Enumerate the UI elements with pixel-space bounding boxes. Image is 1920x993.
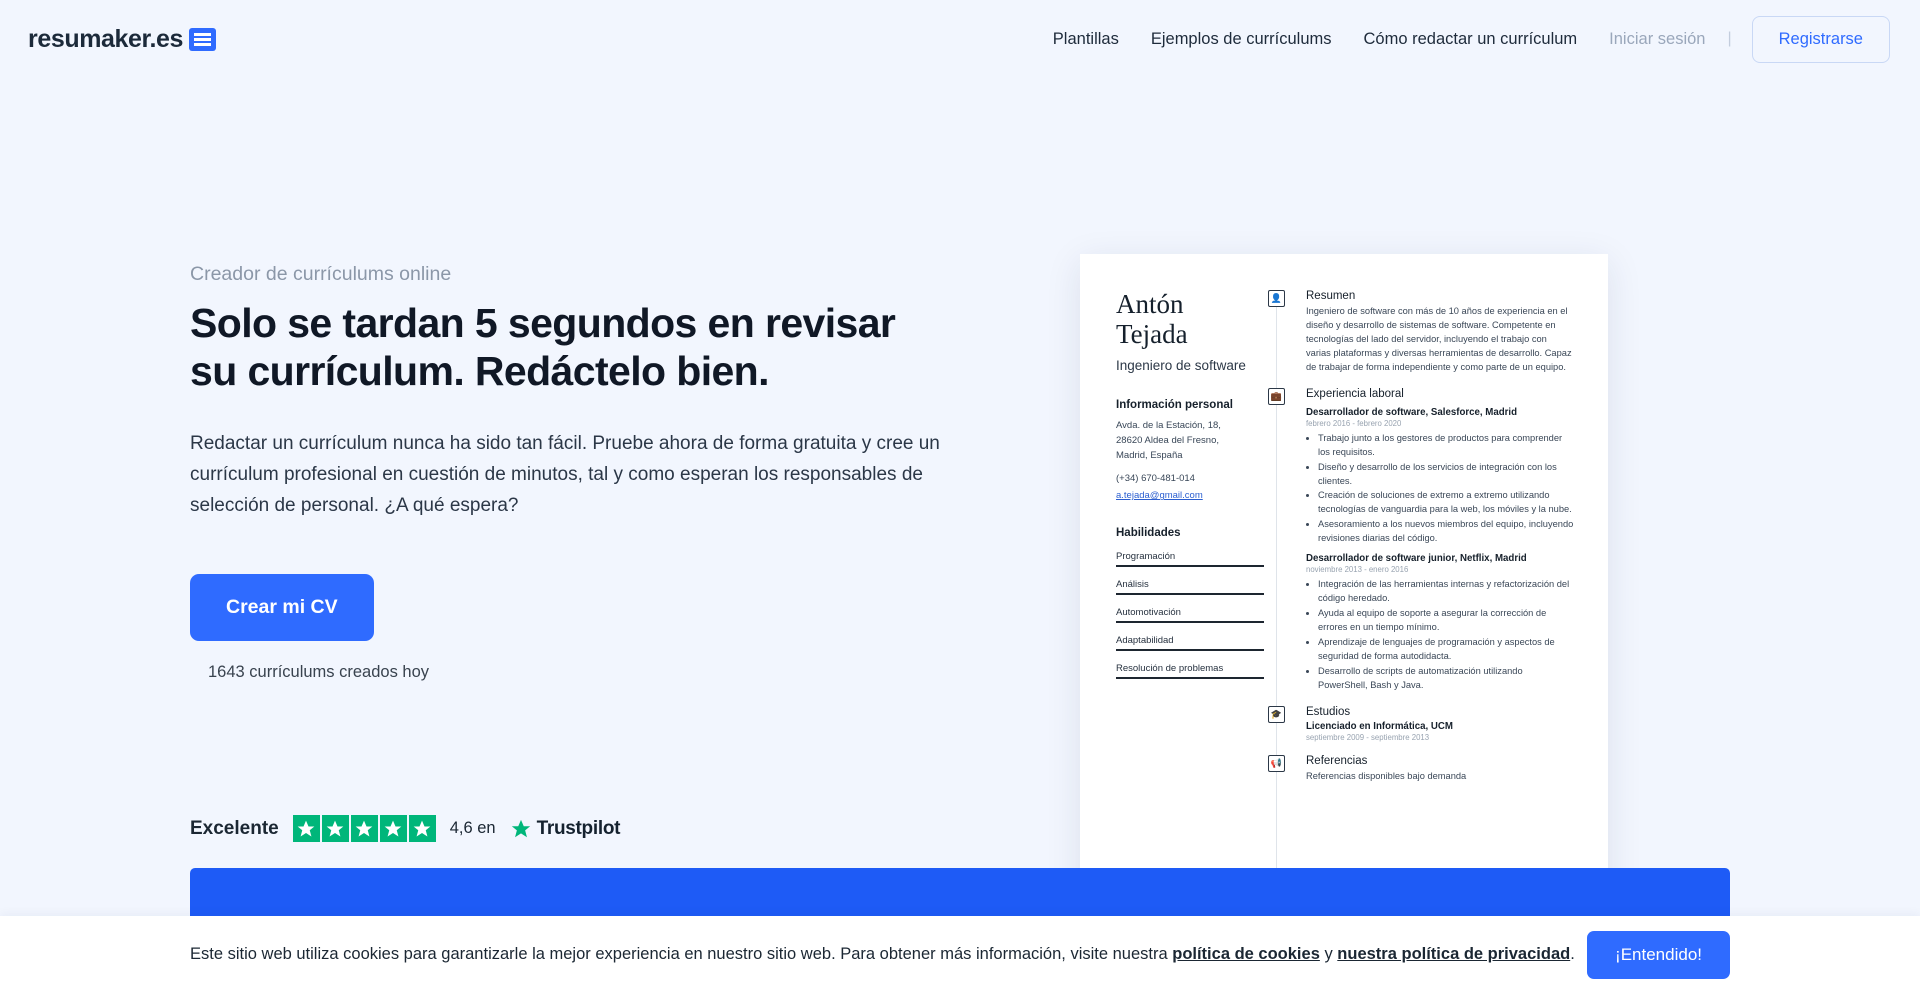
- hero-copy: [190, 263, 990, 682]
- star-icon: [322, 815, 349, 842]
- cookie-text-before: Este sitio web utiliza cookies para garantizarle la mejor experiencia en nuestro sitio web. Para obtener más información, visite nuestra: [190, 945, 1173, 963]
- trustpilot-star-icon: [510, 818, 532, 840]
- cookie-text: [190, 945, 1575, 964]
- privacy-policy-link[interactable]: nuestra política de privacidad: [1337, 945, 1571, 963]
- hero-subtitle: Redactar un currículum nunca ha sido tan fácil. Pruebe ahora de forma gratuita y cree un currículum profesional en cuestión de minutos, tal y como esperan los responsables de selección de personal. ¿A qué espera?: [190, 432, 940, 516]
- resume-references-title: Referencias: [1306, 754, 1368, 767]
- resume-job-bullet: • Trabajo junto a los gestores de productos para comprender los requisitos.: [1318, 432, 1574, 460]
- megaphone-icon: 📢: [1268, 755, 1285, 772]
- cookie-policy-link[interactable]: política de cookies: [1172, 945, 1320, 963]
- resume-education-title: Estudios: [1306, 705, 1351, 718]
- resume-preview[interactable]: [1080, 254, 1608, 944]
- resume-job-dates: noviembre 2013 - enero 2016: [1306, 565, 1409, 575]
- skill-bar: [1116, 621, 1264, 623]
- resume-right-column: [1270, 290, 1574, 944]
- star-icon: [380, 815, 407, 842]
- trustpilot-stars: [293, 815, 436, 842]
- trustpilot-widget[interactable]: [190, 815, 620, 842]
- resume-personal-info-title: Información personal: [1116, 399, 1233, 412]
- resume-references-text: Referencias disponibles bajo demanda: [1306, 770, 1467, 781]
- resume-experience-block: [1270, 387, 1574, 693]
- resume-address-line-3: Madrid, España: [1116, 449, 1183, 461]
- resume-skills-title: Habilidades: [1116, 527, 1181, 540]
- document-icon: [189, 28, 216, 51]
- trustpilot-logo[interactable]: [510, 818, 621, 840]
- resume-skill: Resolución de problemas: [1116, 663, 1224, 675]
- resume-skill: Análisis: [1116, 579, 1149, 591]
- resume-job-bullet: • Desarrollo de scripts de automatización utilizando PowerShell, Bash y Java.: [1318, 665, 1574, 693]
- resume-job-title: Desarrollador de software junior, Netflix, Madrid: [1306, 553, 1527, 565]
- resume-education-dates: septiembre 2009 - septiembre 2013: [1306, 732, 1430, 742]
- resume-references-block: [1270, 754, 1574, 784]
- resume-job-bullets: [1318, 432, 1574, 547]
- resume-address-line-1: Avda. de la Estación, 18,: [1116, 420, 1221, 432]
- person-icon: 👤: [1268, 290, 1285, 307]
- resume-divider: [1276, 292, 1277, 902]
- resume-job-bullet: • Integración de las herramientas internas y refactorización del código heredado.: [1318, 578, 1574, 606]
- trustpilot-brand: Trustpilot: [536, 817, 621, 839]
- nav-separator: |: [1727, 30, 1732, 47]
- resume-skill: Adaptabilidad: [1116, 635, 1174, 647]
- skill-bar: [1116, 565, 1264, 567]
- resume-education-degree: Licenciado en Informática, UCM: [1306, 720, 1453, 732]
- resume-first-name: Antón: [1116, 289, 1184, 319]
- main-nav: [1037, 16, 1920, 63]
- star-icon: [351, 815, 378, 842]
- resume-job-bullet: • Asesoramiento a los nuevos miembros del equipo, incluyendo revisiones diarias del código.: [1318, 518, 1574, 546]
- skill-bar: [1116, 593, 1264, 595]
- page-title: Solo se tardan 5 segundos en revisar su currículum. Redáctelo bien.: [190, 300, 896, 394]
- resume-email[interactable]: a.tejada@gmail.com: [1116, 490, 1203, 502]
- resume-job-bullet: • Diseño y desarrollo de los servicios de integración con los clientes.: [1318, 461, 1574, 489]
- resume-job-bullets: [1318, 578, 1574, 693]
- trustpilot-score: 4,6 en: [449, 819, 496, 837]
- resume-education-block: [1270, 705, 1574, 742]
- resume-last-name: Tejada: [1116, 318, 1188, 349]
- resume-summary-block: [1270, 290, 1574, 375]
- nav-item-ejemplos[interactable]: Ejemplos de currículums: [1150, 29, 1332, 48]
- resume-experience-title: Experiencia laboral: [1306, 387, 1404, 400]
- briefcase-icon: 💼: [1268, 388, 1285, 405]
- cookie-banner: [0, 916, 1920, 993]
- cookie-text-after: .: [1570, 945, 1575, 963]
- cookie-text-mid: y: [1319, 945, 1338, 963]
- resume-left-column: [1116, 290, 1264, 944]
- cta-note: 1643 currículums creados hoy: [208, 662, 430, 681]
- skill-bar: [1116, 677, 1264, 679]
- resume-role: Ingeniero de software: [1116, 358, 1246, 374]
- skill-bar: [1116, 649, 1264, 651]
- resume-job-bullet: • Ayuda al equipo de soporte a asegurar la corrección de errores en un tiempo mínimo.: [1318, 607, 1574, 635]
- resume-address-line-2: 28620 Aldea del Fresno,: [1116, 435, 1219, 447]
- resume-page: [1080, 254, 1608, 944]
- resume-summary-title: Resumen: [1306, 290, 1356, 302]
- trustpilot-rating-word: Excelente: [190, 817, 279, 839]
- resume-job-dates: febrero 2016 - febrero 2020: [1306, 418, 1402, 428]
- resume-job-bullet: • Creación de soluciones de extremo a extremo utilizando tecnologías de vanguardia para la web, los móviles y la nube.: [1318, 489, 1574, 517]
- resume-summary-text: Ingeniero de software con más de 10 años de experiencia en el diseño y desarrollo de sistemas de software. Competente en tecnologías del lado del servidor, incluyendo el trabajo con varias plataformas y diversas herramientas de desarrollo. Capaz de trabajar de forma independiente y como parte de un equipo.: [1306, 306, 1572, 372]
- nav-item-plantillas[interactable]: Plantillas: [1052, 29, 1119, 48]
- hero-eyebrow: Creador de currículums online: [190, 263, 452, 285]
- resume-skill: Automotivación: [1116, 607, 1181, 619]
- graduation-cap-icon: 🎓: [1268, 706, 1285, 723]
- logo-text: resumaker.es: [28, 24, 184, 53]
- site-header: [0, 0, 1920, 78]
- resume-phone: (+34) 670-481-014: [1116, 472, 1195, 484]
- star-icon: [409, 815, 436, 842]
- resume-job-title: Desarrollador de software, Salesforce, Madrid: [1306, 406, 1518, 418]
- register-button[interactable]: Registrarse: [1752, 16, 1890, 63]
- resume-skill: Programación: [1116, 551, 1176, 563]
- nav-item-como-redactar[interactable]: Cómo redactar un currículum: [1363, 29, 1578, 48]
- nav-item-iniciar-sesion[interactable]: Iniciar sesión: [1609, 29, 1706, 48]
- resume-job-bullet: • Aprendizaje de lenguajes de programación y aspectos de seguridad de forma autodidacta.: [1318, 636, 1574, 664]
- create-cv-button[interactable]: Crear mi CV: [190, 574, 374, 641]
- site-logo[interactable]: [28, 25, 216, 54]
- hero-section: [0, 78, 1920, 868]
- cookie-accept-button[interactable]: ¡Entendido!: [1587, 931, 1730, 979]
- star-icon: [293, 815, 320, 842]
